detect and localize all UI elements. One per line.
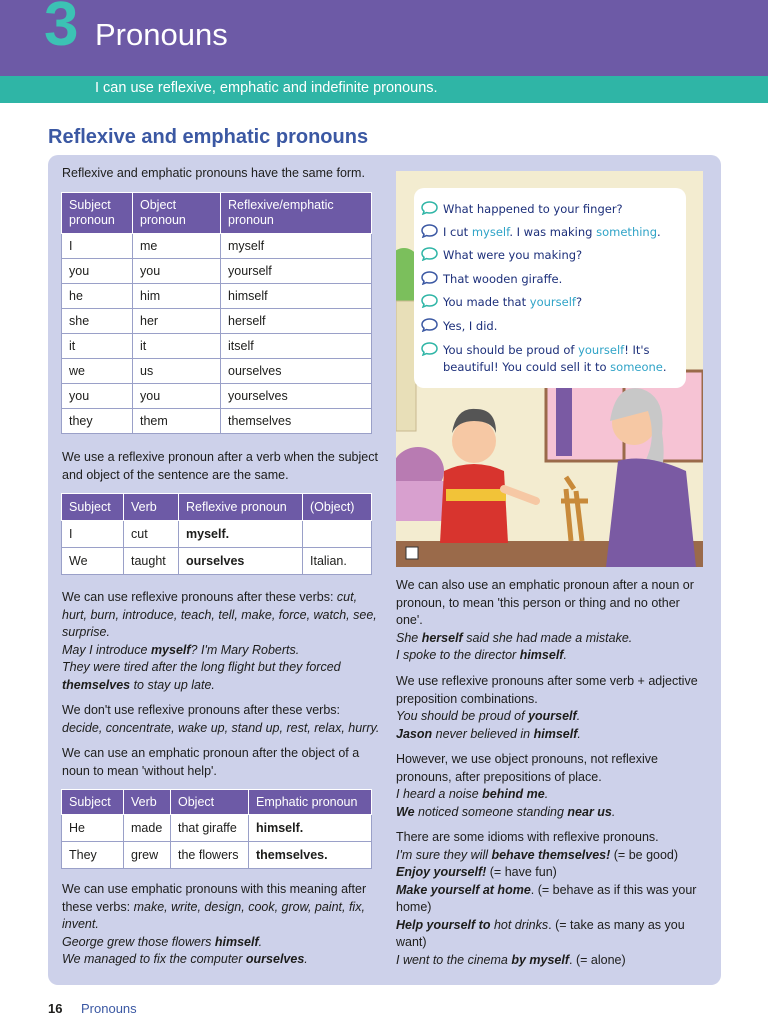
speech-bubble-icon bbox=[421, 342, 438, 356]
footer-label: Pronouns bbox=[81, 1001, 137, 1016]
table-cell: myself. bbox=[179, 521, 303, 548]
table-cell: cut bbox=[124, 521, 179, 548]
example-sentence: They were tired after the long flight but they forced themselves to stay up late. bbox=[62, 660, 341, 692]
emphatic-verbs-text: We can use emphatic pronouns with this meaning after these verbs: bbox=[62, 882, 367, 914]
table-cell: I bbox=[62, 521, 124, 548]
table-cell: they bbox=[62, 409, 133, 434]
table-row bbox=[62, 309, 372, 334]
table-cell: myself bbox=[221, 234, 372, 259]
example-sentence: I spoke to the director himself. bbox=[396, 648, 567, 662]
verbs-paragraph bbox=[62, 589, 380, 694]
table-cell bbox=[303, 521, 372, 548]
paragraph-text: We can also use an emphatic pronoun after a noun or pronoun, to mean 'this person or thing and no other one'. bbox=[396, 578, 694, 627]
objective-text: I can use reflexive, emphatic and indefinite pronouns. bbox=[95, 80, 438, 96]
emphatic-verbs-paragraph bbox=[62, 881, 380, 969]
idiom-line: Make yourself at home. (= behave as if this was your home) bbox=[396, 882, 697, 914]
table-cell: themselves bbox=[221, 409, 372, 434]
idiom-line: I'm sure they will behave themselves! (= be good) bbox=[396, 847, 679, 862]
table-cell: himself. bbox=[249, 815, 372, 842]
col-header: Reflexive/emphatic pronoun bbox=[221, 193, 372, 234]
dialogue-line: What were you making? bbox=[421, 247, 582, 262]
example-sentence: George grew those flowers himself. bbox=[62, 934, 263, 949]
dialogue-line: What happened to your finger? bbox=[421, 201, 623, 216]
table-cell: grew bbox=[124, 842, 171, 869]
table-cell: They bbox=[62, 842, 124, 869]
table-row bbox=[62, 521, 372, 548]
table-cell: we bbox=[62, 359, 133, 384]
dialogue-line: You made that yourself? bbox=[421, 294, 582, 309]
table-row bbox=[62, 842, 372, 869]
table-cell: you bbox=[62, 259, 133, 284]
example-sentence: May I introduce myself? I'm Mary Roberts. bbox=[62, 642, 300, 657]
emphatic-noun-paragraph bbox=[396, 577, 708, 665]
table-header-row bbox=[62, 790, 372, 815]
example-sentence: We noticed someone standing near us. bbox=[396, 804, 616, 819]
table-cell: he bbox=[62, 284, 133, 309]
table-cell: him bbox=[133, 284, 221, 309]
table-row bbox=[62, 234, 372, 259]
dialogue-line: beautiful! You could sell it to someone. bbox=[443, 360, 667, 374]
speech-bubble-icon bbox=[421, 224, 438, 238]
table-cell: taught bbox=[124, 548, 179, 575]
example-sentence: I heard a noise behind me. bbox=[396, 787, 549, 801]
col-header: Verb bbox=[124, 790, 171, 815]
dont-text: We don't use reflexive pronouns after these verbs: bbox=[62, 703, 341, 717]
page-title: Pronouns bbox=[95, 17, 228, 52]
paragraph-text: There are some idioms with reflexive pronouns. bbox=[396, 830, 659, 844]
table-cell: ourselves bbox=[179, 548, 303, 575]
reflexive-rule-text: We use a reflexive pronoun after a verb when the subject and object of the sentence are the same. bbox=[62, 450, 378, 482]
dont-verbs: decide, concentrate, wake up, stand up, rest, relax, hurry. bbox=[62, 720, 380, 735]
dont-paragraph bbox=[62, 702, 380, 737]
table-cell: you bbox=[133, 259, 221, 284]
table-row bbox=[62, 815, 372, 842]
table-cell: ourselves bbox=[221, 359, 372, 384]
prepositions-place-paragraph bbox=[396, 751, 708, 821]
speech-bubble-icon bbox=[421, 271, 438, 285]
speech-bubble-icon bbox=[421, 201, 438, 215]
table-cell: Italian. bbox=[303, 548, 372, 575]
table-cell: the flowers bbox=[171, 842, 249, 869]
idioms-paragraph bbox=[396, 829, 708, 969]
col-header: Object pronoun bbox=[133, 193, 221, 234]
idiom-line: Enjoy yourself! (= have fun) bbox=[396, 865, 557, 879]
table-cell: yourselves bbox=[221, 384, 372, 409]
adjective-preposition-paragraph bbox=[396, 673, 708, 743]
emphatic-paragraph: We can use an emphatic pronoun after the object of a noun to mean 'without help'. bbox=[62, 746, 360, 778]
table-row bbox=[62, 359, 372, 384]
paragraph-text: However, we use object pronouns, not reflexive pronouns, after prepositions of place. bbox=[396, 752, 658, 784]
table-cell: that giraffe bbox=[171, 815, 249, 842]
emphatic-table bbox=[61, 789, 372, 869]
unit-number: 3 bbox=[44, 0, 79, 59]
verbs-text: We can use reflexive pronouns after these verbs: bbox=[62, 590, 337, 604]
table-row bbox=[62, 548, 372, 575]
dialogue-line: Yes, I did. bbox=[421, 318, 497, 333]
speech-bubble-icon bbox=[421, 318, 438, 332]
section-title: Reflexive and emphatic pronouns bbox=[48, 126, 369, 148]
table-cell: it bbox=[62, 334, 133, 359]
table-row bbox=[62, 284, 372, 309]
table-cell: them bbox=[133, 409, 221, 434]
col-header: Reflexive pronoun bbox=[179, 494, 303, 521]
speech-bubble-icon bbox=[421, 294, 438, 308]
dialogue-line: That wooden giraffe. bbox=[421, 271, 562, 286]
col-header: Object bbox=[171, 790, 249, 815]
example-sentence: She herself said she had made a mistake. bbox=[396, 630, 633, 645]
table-header-row bbox=[62, 494, 372, 521]
verbs-list: cut, hurt, burn, introduce, teach, tell, make, force, watch, see, surprise. bbox=[62, 590, 377, 639]
table-cell: themselves. bbox=[249, 842, 372, 869]
idiom-line: I went to the cinema by myself. (= alone) bbox=[396, 952, 626, 967]
col-header: Subject bbox=[62, 494, 124, 521]
paragraph-text: We use reflexive pronouns after some verb + adjective preposition combinations. bbox=[396, 674, 698, 706]
table-row bbox=[62, 334, 372, 359]
example-sentence: Jason never believed in himself. bbox=[396, 726, 581, 741]
dialogue-box bbox=[414, 188, 686, 388]
table-cell: He bbox=[62, 815, 124, 842]
emphatic-verbs-list: make, write, design, cook, grow, paint, fix, invent. bbox=[62, 899, 365, 931]
col-header: Verb bbox=[124, 494, 179, 521]
dialogue-line: You should be proud of yourself! It's bbox=[421, 342, 650, 357]
table-cell: you bbox=[133, 384, 221, 409]
reflexive-table bbox=[61, 493, 372, 575]
example-sentence: You should be proud of yourself. bbox=[396, 709, 581, 723]
idiom-line: Help yourself to hot drinks. (= take as many as you want) bbox=[396, 917, 685, 949]
table-cell: us bbox=[133, 359, 221, 384]
table-cell: herself bbox=[221, 309, 372, 334]
table-cell: she bbox=[62, 309, 133, 334]
table-row bbox=[62, 409, 372, 434]
example-sentence: We managed to fix the computer ourselves. bbox=[62, 952, 308, 966]
col-header: Subject bbox=[62, 790, 124, 815]
pronoun-table bbox=[61, 192, 372, 434]
page-number: 16 bbox=[48, 1001, 63, 1016]
table-cell: itself bbox=[221, 334, 372, 359]
table-header-row bbox=[62, 193, 372, 234]
table-cell: We bbox=[62, 548, 124, 575]
table-cell: himself bbox=[221, 284, 372, 309]
table-cell: I bbox=[62, 234, 133, 259]
table-cell: her bbox=[133, 309, 221, 334]
intro-text: Reflexive and emphatic pronouns have the same form. bbox=[62, 166, 365, 180]
col-header: Subject pronoun bbox=[62, 193, 133, 234]
col-header: Emphatic pronoun bbox=[249, 790, 372, 815]
table-cell: it bbox=[133, 334, 221, 359]
table-cell: made bbox=[124, 815, 171, 842]
table-row bbox=[62, 259, 372, 284]
speech-bubble-icon bbox=[421, 247, 438, 261]
table-cell: yourself bbox=[221, 259, 372, 284]
dialogue-line: I cut myself. I was making something. bbox=[421, 224, 661, 239]
table-row bbox=[62, 384, 372, 409]
table-cell: me bbox=[133, 234, 221, 259]
table-cell: you bbox=[62, 384, 133, 409]
col-header: (Object) bbox=[303, 494, 372, 521]
